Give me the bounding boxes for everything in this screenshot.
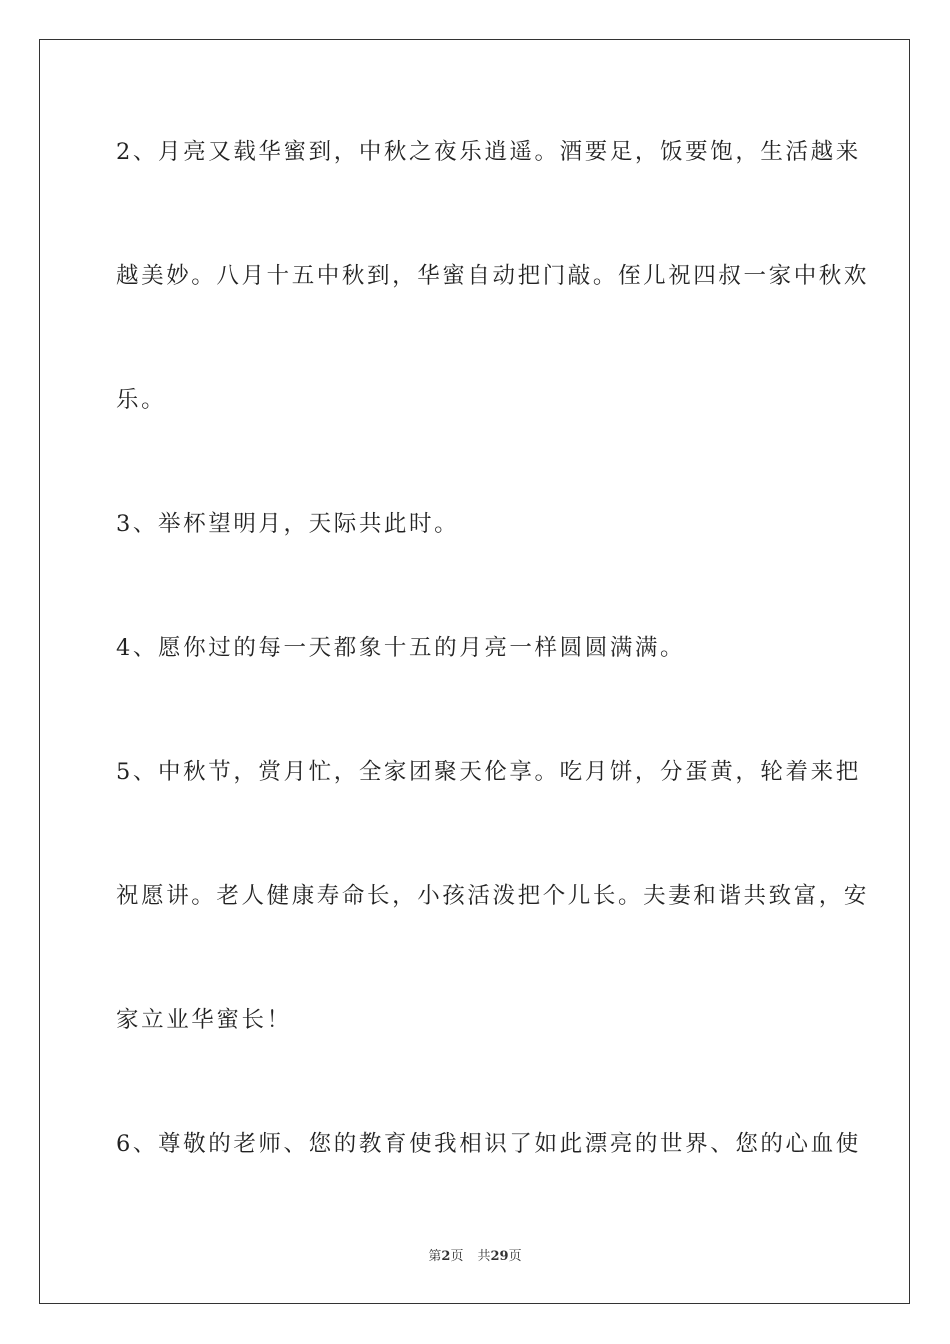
text-line-7: 祝愿讲。老人健康寿命长，小孩活泼把个儿长。夫妻和谐共致富，安 bbox=[116, 883, 870, 909]
text-line-8: 家立业华蜜长！ bbox=[116, 1007, 292, 1033]
footer-page-prefix: 第 bbox=[428, 1249, 442, 1264]
text-line-2: 越美妙。八月十五中秋到，华蜜自动把门敲。侄儿祝四叔一家中秋欢 bbox=[116, 263, 870, 289]
text-line-1: 2、月亮又载华蜜到，中秋之夜乐逍遥。酒要足，饭要饱，生活越来 bbox=[116, 139, 861, 165]
footer-page-number: 2 bbox=[441, 1249, 451, 1264]
text-line-3: 乐。 bbox=[116, 387, 167, 413]
page-footer bbox=[0, 1248, 950, 1266]
page-border bbox=[39, 39, 910, 1304]
text-line-4: 3、举杯望明月，天际共此时。 bbox=[116, 511, 460, 537]
footer-total-suffix: 页 bbox=[508, 1249, 522, 1264]
footer-total-prefix: 共 bbox=[477, 1249, 491, 1264]
text-line-5: 4、愿你过的每一天都象十五的月亮一样圆圆满满。 bbox=[116, 635, 686, 661]
text-line-6: 5、中秋节，赏月忙，全家团聚天伦享。吃月饼，分蛋黄，轮着来把 bbox=[116, 759, 861, 785]
text-line-9: 6、尊敬的老师、您的教育使我相识了如此漂亮的世界、您的心血使 bbox=[116, 1131, 861, 1157]
footer-page-suffix: 页 bbox=[450, 1249, 464, 1264]
footer-total-pages: 29 bbox=[490, 1249, 509, 1264]
